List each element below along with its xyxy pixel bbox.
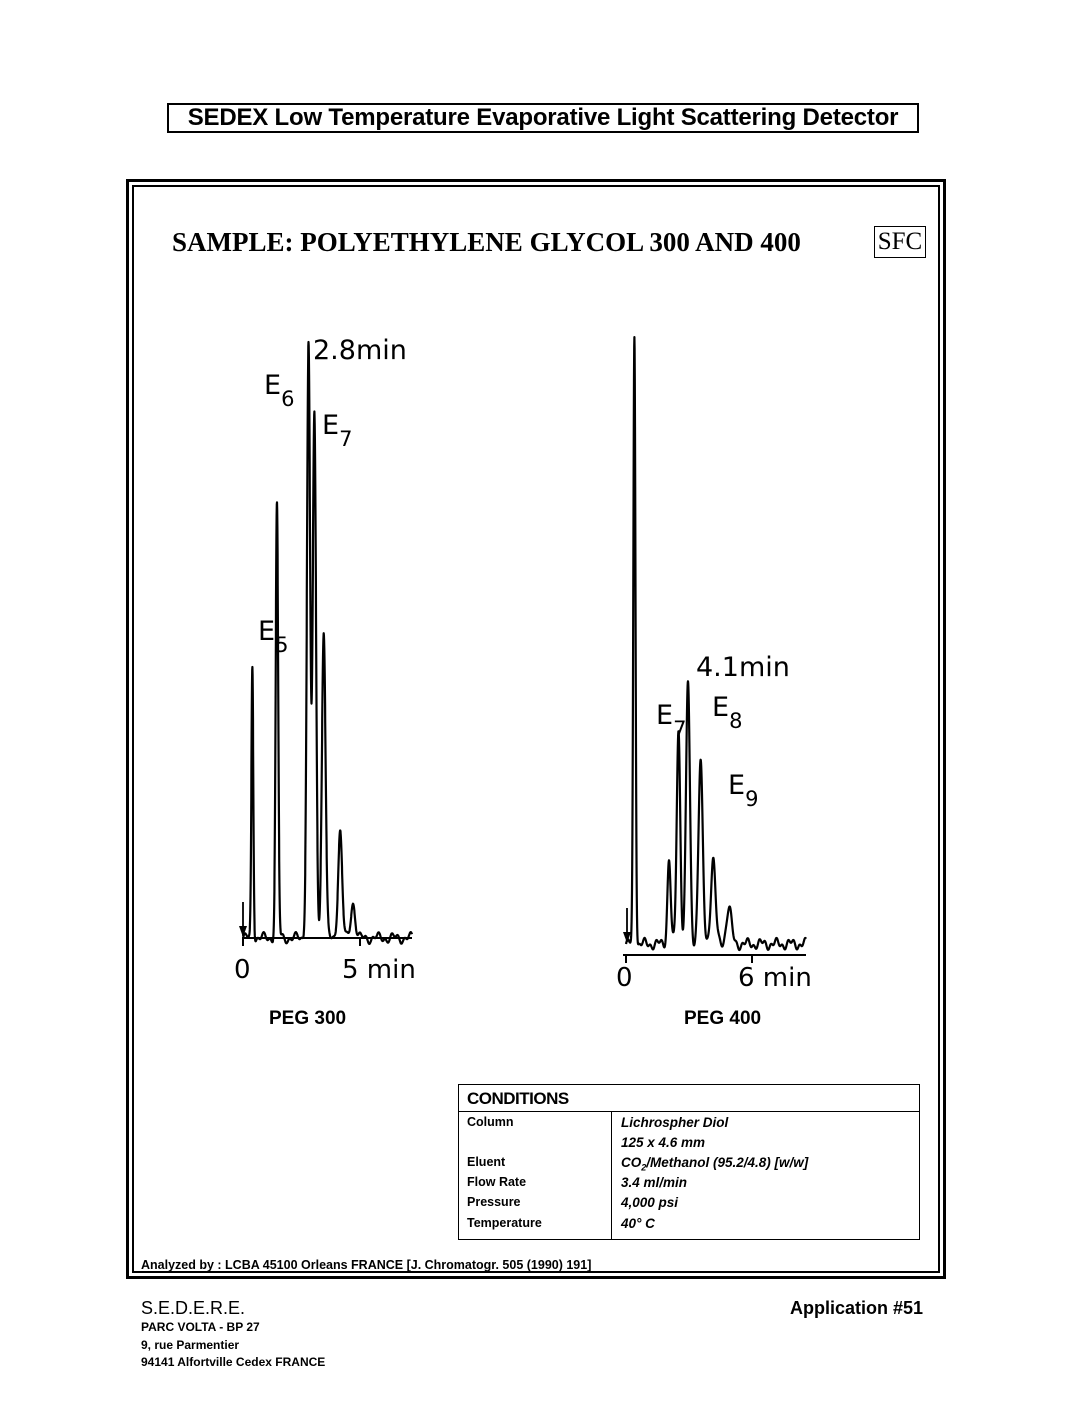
peg300-tick-label-5: 5 min [342, 955, 416, 985]
analyzed-by-note: Analyzed by : LCBA 45100 Orleans FRANCE [J. Chromatogr. 505 (1990) 191] [141, 1258, 592, 1272]
peg400-chromatogram [616, 337, 812, 993]
footer-company-name: S.E.D.E.R.E. [141, 1298, 246, 1318]
footer-address-line: 94141 Alfortville Cedex FRANCE [141, 1355, 326, 1369]
conditions-row-value: 3.4 ml/min [621, 1175, 688, 1190]
conditions-row-value: 40° C [621, 1216, 655, 1231]
peg400-signal-trace [626, 337, 806, 950]
peg400-tick-label-6: 6 min [738, 963, 812, 993]
conditions-row-value: $CO_2$/Methanol (95.2/4.8) [w/w] [621, 1155, 809, 1173]
conditions-row-value: 4,000 psi [621, 1195, 679, 1210]
peg300-caption: PEG 300 [269, 1008, 347, 1029]
conditions-row-value: 125 x 4.6 mm [621, 1135, 706, 1150]
peg400-tick-label-0: 0 [616, 963, 633, 993]
conditions-row [459, 1175, 919, 1195]
conditions-table-title: CONDITIONS [459, 1085, 919, 1112]
peg400-retention-annotation: 4.1min [696, 652, 790, 683]
technique-badge: SFC [874, 226, 926, 258]
peg400-peak-label-e7: E7 [656, 700, 687, 741]
conditions-row [459, 1216, 919, 1236]
conditions-row [459, 1155, 919, 1175]
peg300-peak-label-e7: E7 [322, 410, 353, 451]
conditions-row-value: Lichrospher Diol [621, 1115, 729, 1130]
footer-address-line: PARC VOLTA - BP 27 [141, 1320, 260, 1334]
conditions-row-label: Pressure [467, 1195, 521, 1209]
sample-title: SAMPLE: POLYETHYLENE GLYCOL 300 AND 400 [172, 227, 801, 257]
conditions-row-label: Temperature [467, 1216, 542, 1230]
conditions-row [459, 1135, 919, 1155]
peg400-peak-label-e8: E8 [712, 692, 743, 733]
peg300-peak-label-e5: E5 [258, 616, 289, 657]
conditions-row [459, 1195, 919, 1215]
conditions-row-label: Eluent [467, 1155, 506, 1169]
conditions-row-label: Column [467, 1115, 514, 1129]
peg300-chromatogram [234, 335, 416, 985]
footer-address-line: 9, rue Parmentier [141, 1338, 240, 1352]
conditions-row [459, 1115, 919, 1135]
peg300-peak-label-e6: E6 [264, 370, 295, 411]
document-header-title: SEDEX Low Temperature Evaporative Light Scattering Detector [167, 103, 919, 133]
conditions-table [458, 1084, 920, 1240]
footer-application-number: Application #51 [790, 1298, 924, 1318]
peg300-retention-annotation: 2.8min [313, 335, 407, 366]
peg400-peak-label-e9: E9 [728, 770, 759, 811]
peg300-tick-label-0: 0 [234, 955, 251, 985]
peg400-caption: PEG 400 [684, 1008, 762, 1029]
conditions-row-label: Flow Rate [467, 1175, 527, 1189]
